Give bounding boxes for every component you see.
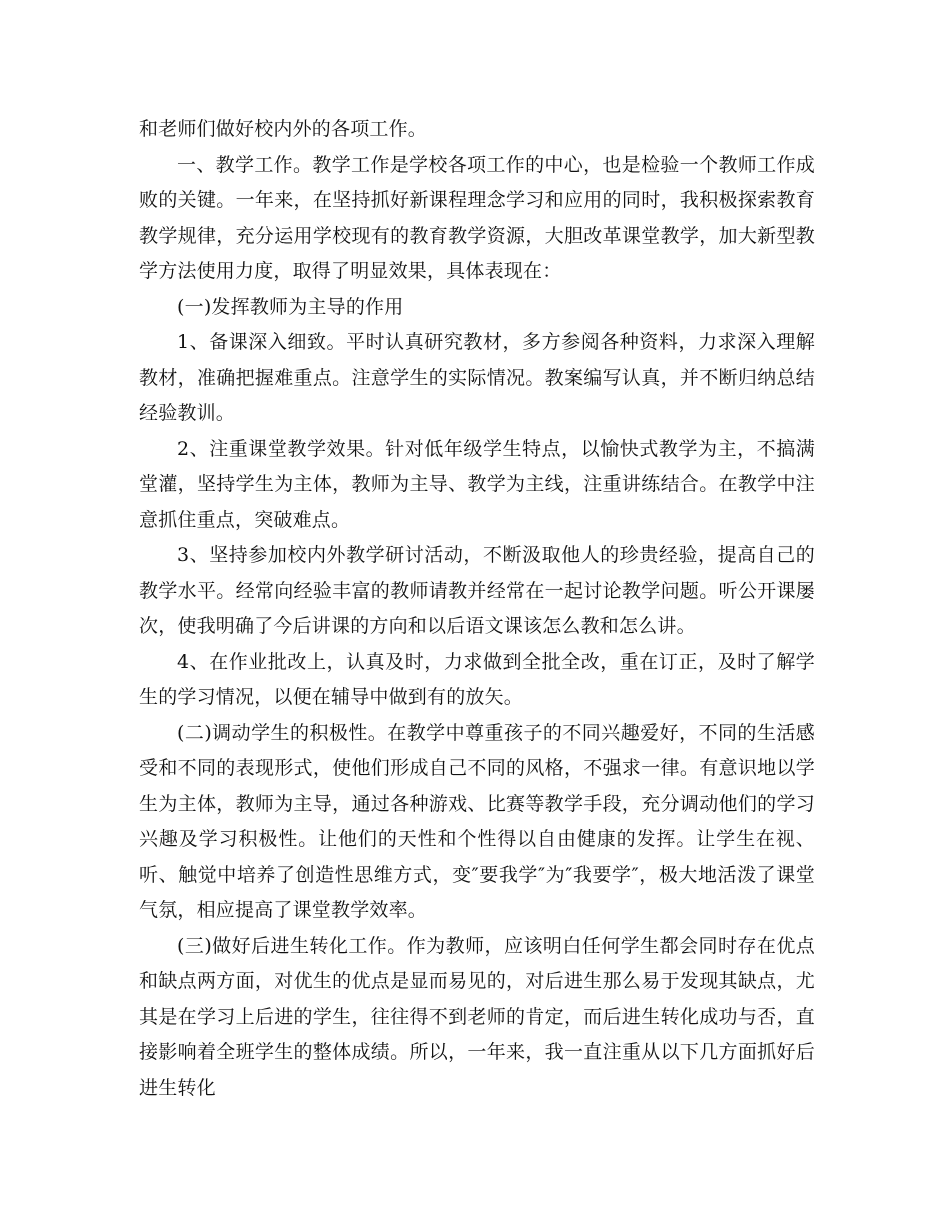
paragraph-teaching-work: 一、教学工作。教学工作是学校各项工作的中心，也是检验一个教师工作成败的关键。一年来，在坚持抓好新课程理念学习和应用的同时，我积极探索教育教学规律，充分运用学校现有的教育教学资源，大胆改革课堂教学，加大新型教学方法使用力度，取得了明显效果，具体表现在： xyxy=(139,153,815,282)
paragraph-lesson-prep: 1、备课深入细致。平时认真研究教材，多方参阅各种资料，力求深入理解教材，准确把握难重点。注意学生的实际情况。教案编写认真，并不断归纳总结经验教训。 xyxy=(139,331,815,424)
paragraph-homework-correction: 4、在作业批改上，认真及时，力求做到全批全改，重在订正，及时了解学生的学习情况，以便在辅导中做到有的放矢。 xyxy=(139,650,815,708)
paragraph-struggling-students: (三)做好后进生转化工作。作为教师，应该明白任何学生都会同时存在优点和缺点两方面，对优生的优点是显而易见的，对后进生那么易于发现其缺点，尤其是在学习上后进的学生，往往得不到老师的肯定，而后进生转化成功与否，直接影响着全班学生的整体成绩。所以，一年来，我一直注重从以下几方面抓好后进生转化 xyxy=(139,934,815,1099)
subheading-teacher-leading-role: (一)发挥教师为主导的作用 xyxy=(177,295,404,318)
paragraph-teaching-research: 3、坚持参加校内外教学研讨活动，不断汲取他人的珍贵经验，提高自己的教学水平。经常向经验丰富的教师请教并经常在一起讨论教学问题。听公开课屡次，使我明确了今后讲课的方向和以后语文课该怎么教和怎么讲。 xyxy=(139,544,815,637)
paragraph-classroom-effect: 2、注重课堂教学效果。针对低年级学生特点，以愉快式教学为主，不搞满堂灌，坚持学生为主体，教师为主导、教学为主线，注重讲练结合。在教学中注意抓住重点，突破难点。 xyxy=(139,437,815,531)
paragraph: 和老师们做好校内外的各项工作。 xyxy=(139,118,428,140)
document-body xyxy=(139,112,815,1106)
paragraph-student-motivation: (二)调动学生的积极性。在教学中尊重孩子的不同兴趣爱好，不同的生活感受和不同的表现形式，使他们形成自己不同的风格，不强求一律。有意识地以学生为主体，教师为主导，通过各种游戏、比赛等教学手段，充分调动他们的学习兴趣及学习积极性。让他们的天性和个性得以自由健康的发挥。让学生在视、听、触觉中培养了创造性思维方式，变″要我学″为″我要学″，极大地活泼了课堂气氛，相应提高了课堂教学效率。 xyxy=(139,721,815,921)
